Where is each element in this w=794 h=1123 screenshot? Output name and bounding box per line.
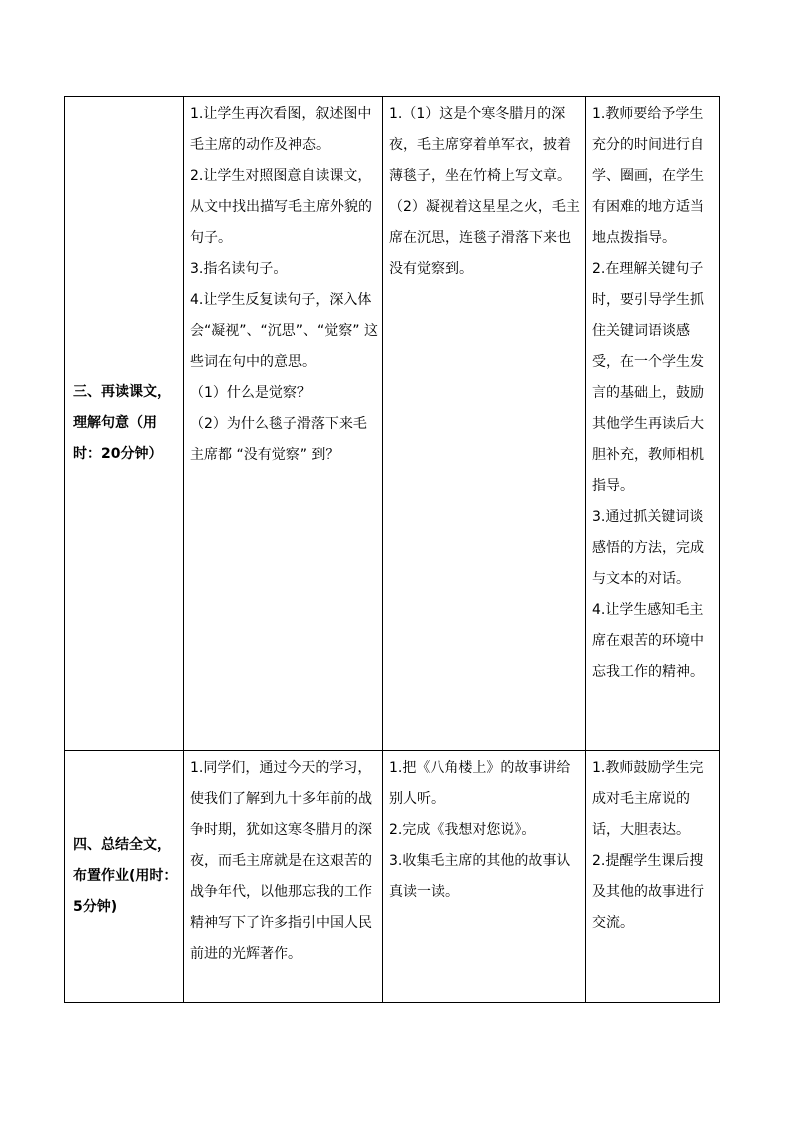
list-item: 4.让学生感知毛主席在艰苦的环境中忘我工作的精神。: [592, 602, 704, 680]
lesson-plan-table: [64, 96, 720, 1003]
list-item: 2.让学生对照图意自读课文，从文中找出描写毛主席外貌的句子。: [190, 168, 372, 246]
list-item: 1.同学们，通过今天的学习，使我们了解到九十多年前的战争时期，犹如这寒冬腊月的深夜，而毛主席就是在这艰苦的战争年代，以他那忘我的工作精神写下了许多指引中国人民前进的光辉著作。: [190, 760, 372, 962]
list-item: （2）凝视着这星星之火，毛主席在沉思，连毯子滑落下来也没有觉察到。: [389, 199, 580, 277]
list-item: 1.教师要给予学生充分的时间进行自学、圈画，在学生有困难的地方适当地点拨指导。: [592, 106, 704, 246]
stage-label: 四、总结全文，布置作业(用时：5分钟): [65, 751, 184, 1003]
table-row: [65, 751, 720, 1003]
list-item: 1.把《八角楼上》的故事讲给别人听。: [389, 760, 571, 807]
list-item: 3.通过抓关键词谈感悟的方法，完成与文本的对话。: [592, 509, 704, 587]
teacher-activity-cell: [184, 97, 383, 751]
list-item: （1）什么是觉察？: [190, 385, 311, 401]
teacher-activity-cell: [184, 751, 383, 1003]
list-item: 3.指名读句子。: [190, 261, 288, 277]
list-item: （2）为什么毯子滑落下来毛主席都 “没有觉察” 到？: [190, 416, 367, 463]
table-row: [65, 97, 720, 751]
student-activity-cell: [383, 97, 586, 751]
list-item: 2.完成《我想对您说》。: [389, 822, 536, 838]
student-activity-cell: [383, 751, 586, 1003]
list-item: 3.收集毛主席的其他的故事认真读一读。: [389, 853, 571, 900]
design-notes-cell: [586, 97, 720, 751]
list-item: 2.提醒学生课后搜及其他的故事进行交流。: [592, 853, 704, 931]
design-notes-cell: [586, 751, 720, 1003]
list-item: 1.（1）这是个寒冬腊月的深夜，毛主席穿着单军衣，披着薄毯子，坐在竹椅上写文章。: [389, 106, 571, 184]
stage-label: 三、再读课文，理解句意（用时：20分钟）: [65, 97, 184, 751]
list-item: 1.让学生再次看图，叙述图中毛主席的动作及神态。: [190, 106, 372, 153]
list-item: 4.让学生反复读句子，深入体会“凝视”、“沉思”、“觉察” 这些词在句中的意思。: [190, 292, 378, 370]
list-item: 2.在理解关键句子时，要引导学生抓住关键词语谈感受，在一个学生发言的基础上，鼓励其他学生再读后大胆补充，教师相机指导。: [592, 261, 704, 494]
list-item: 1.教师鼓励学生完成对毛主席说的话，大胆表达。: [592, 760, 704, 838]
